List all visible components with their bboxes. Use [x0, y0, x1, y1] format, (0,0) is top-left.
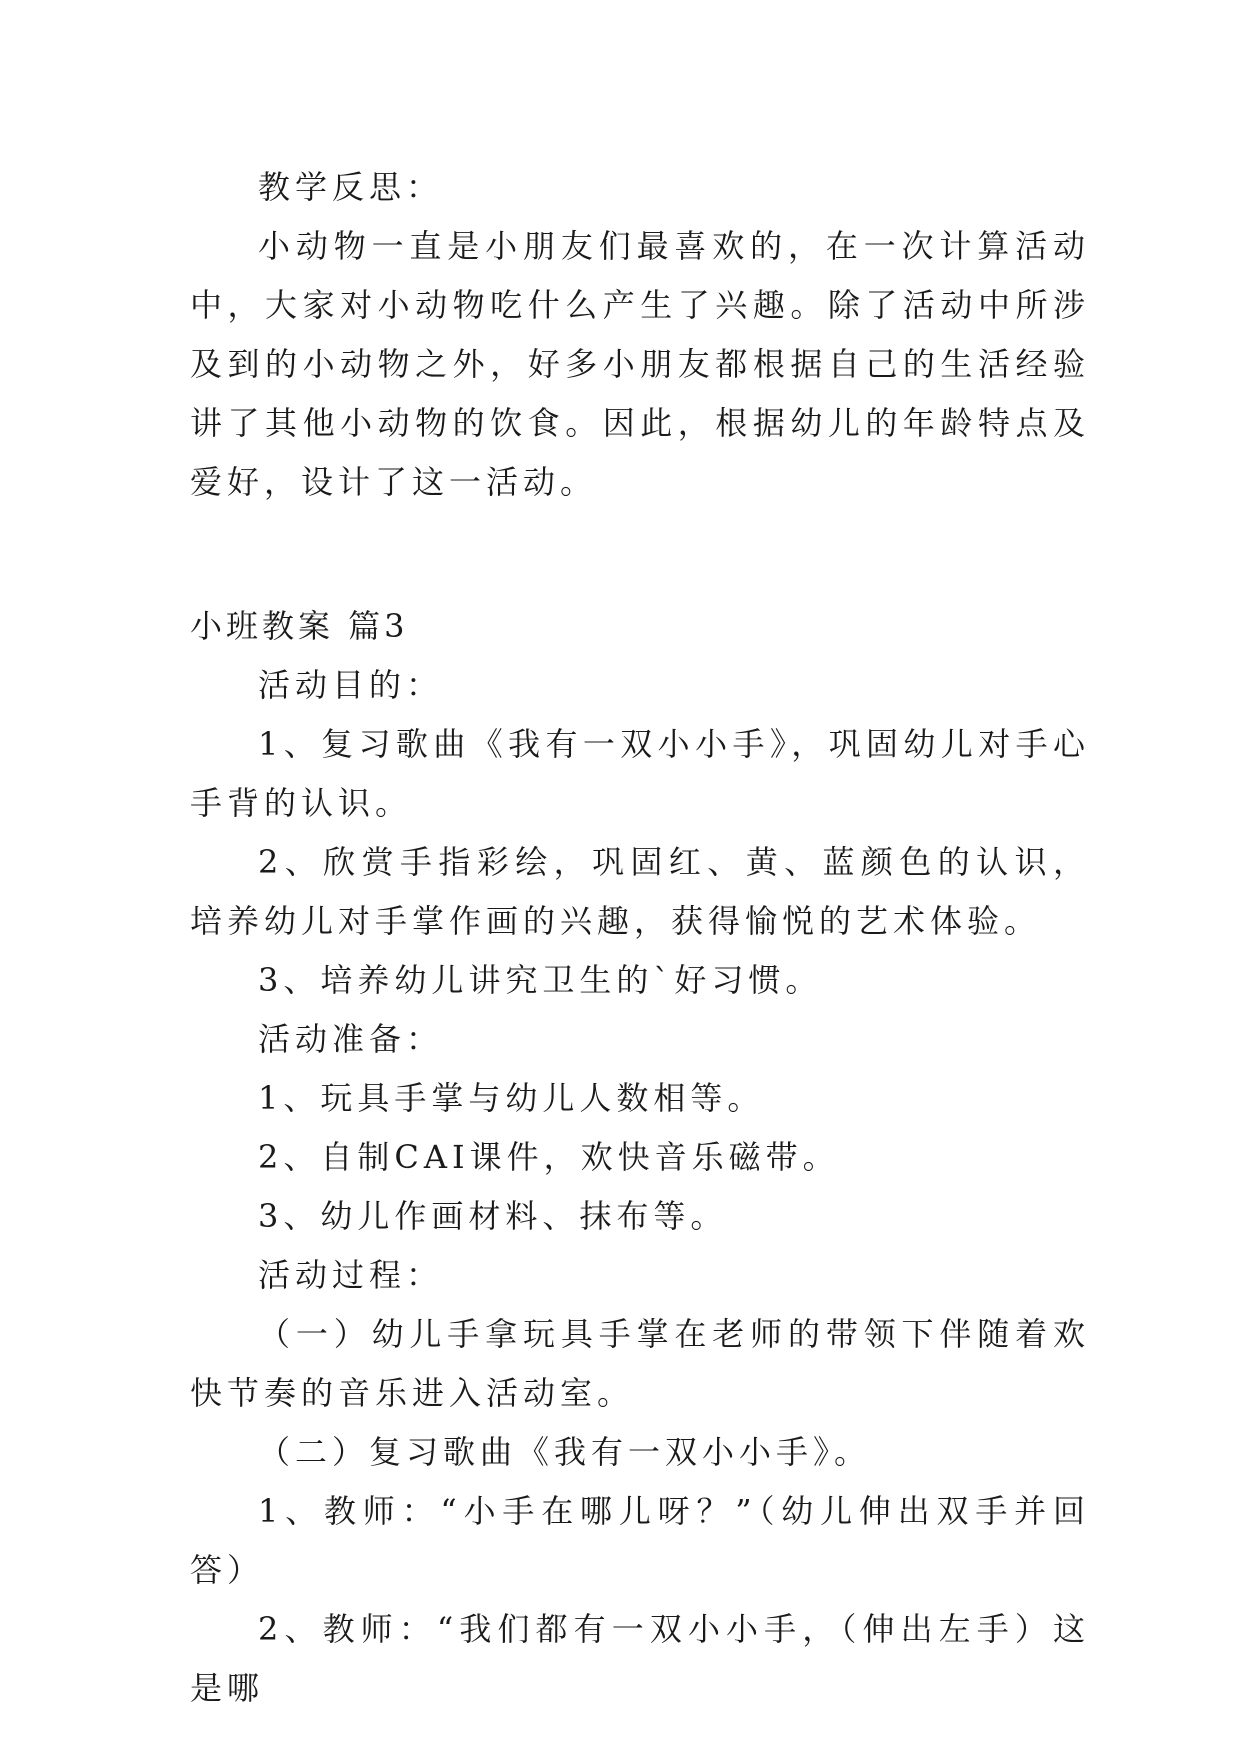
paragraph-line: 2、教师：“我们都有一双小小手，（伸出左手）这是哪 — [190, 1610, 1090, 1707]
paragraph-line: 2、欣赏手指彩绘，巩固红、黄、蓝颜色的认识，培养幼儿对手掌作画的兴趣，获得愉悦的艺术体验。 — [190, 843, 1090, 940]
paragraph-line: （一）幼儿手拿玩具手掌在老师的带领下伴随着欢快节奏的音乐进入活动室。 — [190, 1315, 1090, 1412]
document-body — [190, 158, 1090, 1718]
paragraph-line: 1、复习歌曲《我有一双小小手》，巩固幼儿对手心手背的认识。 — [190, 725, 1090, 822]
section-title: 小班教案 篇3 — [190, 607, 409, 645]
paragraph-line: 活动目的： — [258, 666, 444, 704]
paragraph-line: 1、教师：“小手在哪儿呀？”（幼儿伸出双手并回答） — [190, 1492, 1090, 1589]
section-heading-reflection: 教学反思： — [258, 168, 444, 206]
paragraph-line: 2、自制CAI课件，欢快音乐磁带。 — [258, 1138, 840, 1176]
paragraph-line: 1、玩具手掌与幼儿人数相等。 — [258, 1079, 765, 1117]
paragraph-line: 3、幼儿作画材料、抹布等。 — [258, 1197, 728, 1235]
section-spacer — [190, 512, 1090, 597]
paragraph-line: （二）复习歌曲《我有一双小小手》。 — [258, 1433, 872, 1471]
reflection-paragraph: 小动物一直是小朋友们最喜欢的，在一次计算活动中，大家对小动物吃什么产生了兴趣。除了活动中所涉及到的小动物之外，好多小朋友都根据自己的生活经验讲了其他小动物的饮食。因此，根据幼儿的年龄特点及爱好，设计了这一活动。 — [190, 227, 1090, 501]
paragraph-line: 活动过程： — [258, 1256, 444, 1294]
paragraph-line: 3、培养幼儿讲究卫生的`好习惯。 — [258, 961, 823, 999]
paragraph-line: 活动准备： — [258, 1020, 444, 1058]
